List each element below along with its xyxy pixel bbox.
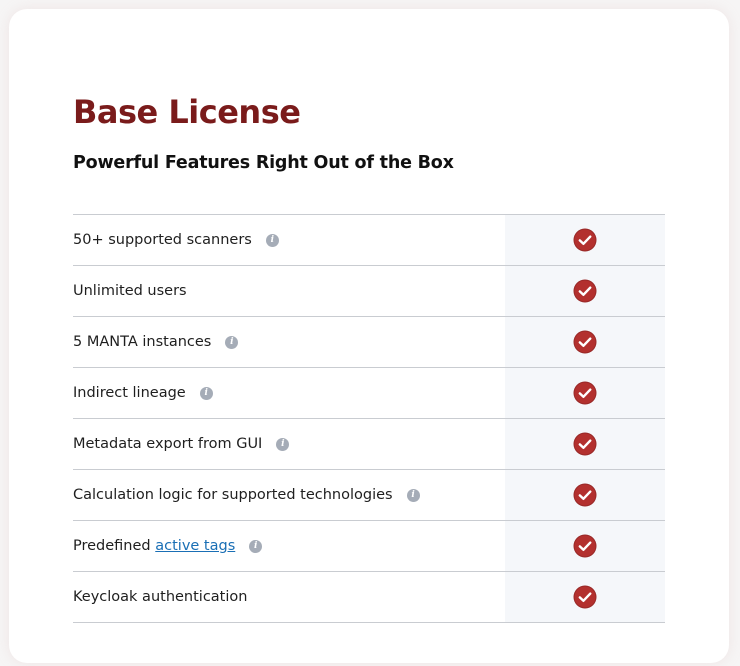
included-cell: [505, 266, 665, 316]
feature-label-text: Keycloak authentication: [73, 589, 248, 605]
feature-label: [73, 317, 505, 367]
feature-row: [73, 572, 665, 623]
feature-label-text: Calculation logic for supported technologies: [73, 487, 393, 503]
included-cell: [505, 215, 665, 265]
included-cell: [505, 572, 665, 622]
feature-row: [73, 470, 665, 521]
feature-label-text: Metadata export from GUI: [73, 436, 263, 452]
feature-label: [73, 215, 505, 265]
feature-label: [73, 521, 505, 571]
info-icon[interactable]: i: [276, 438, 289, 451]
feature-row: [73, 368, 665, 419]
feature-label: [73, 368, 505, 418]
info-icon[interactable]: i: [249, 540, 262, 553]
included-cell: [505, 470, 665, 520]
included-cell: [505, 521, 665, 571]
feature-row: [73, 215, 665, 266]
license-card: [9, 9, 729, 663]
page-subtitle: Powerful Features Right Out of the Box: [73, 153, 454, 173]
check-circle-icon: [573, 534, 597, 558]
included-cell: [505, 419, 665, 469]
feature-row: [73, 266, 665, 317]
check-circle-icon: [573, 432, 597, 456]
feature-label: [73, 470, 505, 520]
feature-row: [73, 317, 665, 368]
check-circle-icon: [573, 279, 597, 303]
feature-table: [73, 214, 665, 623]
feature-label-text: 50+ supported scanners: [73, 232, 252, 248]
info-icon[interactable]: i: [200, 387, 213, 400]
feature-label: [73, 266, 505, 316]
feature-label: [73, 572, 505, 622]
page-title: Base License: [73, 93, 301, 131]
feature-row: [73, 419, 665, 470]
feature-label-text: Unlimited users: [73, 283, 187, 299]
feature-label: [73, 419, 505, 469]
info-icon[interactable]: i: [225, 336, 238, 349]
feature-label-text: 5 MANTA instances: [73, 334, 212, 350]
info-icon[interactable]: i: [266, 234, 279, 247]
check-circle-icon: [573, 381, 597, 405]
check-circle-icon: [573, 228, 597, 252]
active-tags-link[interactable]: active tags: [155, 538, 236, 554]
feature-label-text: Indirect lineage: [73, 385, 186, 401]
check-circle-icon: [573, 330, 597, 354]
check-circle-icon: [573, 483, 597, 507]
feature-row: [73, 521, 665, 572]
check-circle-icon: [573, 585, 597, 609]
info-icon[interactable]: i: [407, 489, 420, 502]
included-cell: [505, 317, 665, 367]
feature-label-text: Predefined: [73, 538, 156, 554]
included-cell: [505, 368, 665, 418]
